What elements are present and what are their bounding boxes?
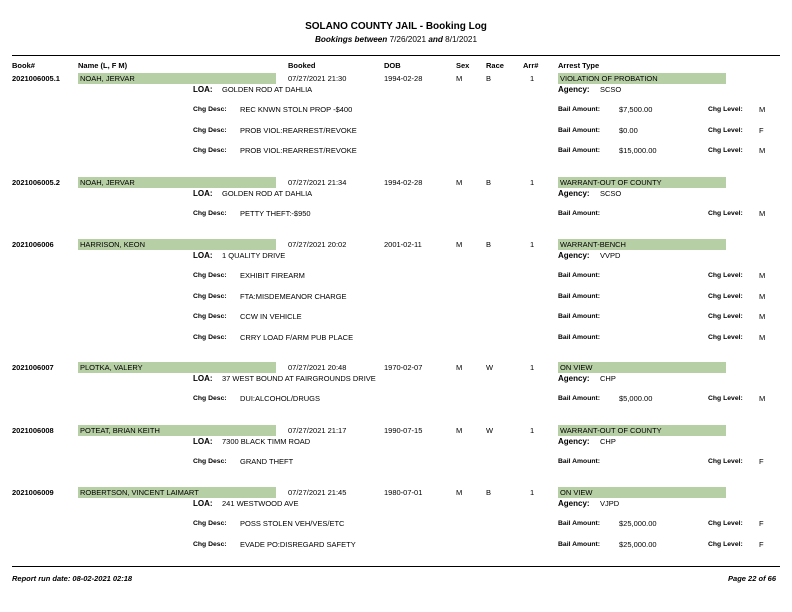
- dob: 1970-02-07: [384, 363, 423, 372]
- loa-value: 1 QUALITY DRIVE: [222, 251, 286, 260]
- chg-level-value: F: [759, 125, 764, 135]
- col-header-name: Name (L, F M): [78, 61, 128, 70]
- agency-label: Agency:: [558, 251, 590, 260]
- footer-divider: [12, 566, 780, 567]
- chg-desc-value: POSS STOLEN VEH/VES/ETC: [240, 519, 345, 528]
- date-from: 7/26/2021: [389, 35, 427, 44]
- dob: 1994-02-28: [384, 178, 423, 187]
- chg-desc-label: Chg Desc:: [193, 333, 227, 341]
- book-number: 2021006005.1: [12, 74, 60, 83]
- chg-desc-value: DUI:ALCOHOL/DRUGS: [240, 394, 321, 403]
- arrest-number: 1: [530, 488, 535, 497]
- arrest-number: 1: [530, 426, 535, 435]
- loa-value: 37 WEST BOUND AT FAIRGROUNDS DRIVE: [222, 374, 376, 383]
- bail-amount-value: $15,000.00: [619, 146, 657, 155]
- arrestee-name: HARRISON, KEON: [80, 240, 146, 249]
- bail-amount-label: Bail Amount:: [558, 272, 601, 279]
- race: W: [486, 363, 494, 372]
- chg-level-value: M: [759, 312, 766, 321]
- agency-label: Agency:: [558, 437, 590, 446]
- arrest-type: ON VIEW: [560, 488, 593, 497]
- agency-label: Agency:: [558, 499, 590, 508]
- arrest-type: ON VIEW: [560, 363, 593, 372]
- loa-label: LOA:: [193, 437, 213, 446]
- chg-desc-value: EXHIBIT FIREARM: [240, 271, 305, 280]
- bail-amount-label: Bail Amount:: [558, 147, 601, 154]
- agency-label: Agency:: [558, 189, 590, 198]
- booked-datetime: 07/27/2021 21:34: [288, 178, 347, 187]
- arrest-number: 1: [530, 74, 535, 83]
- chg-level-label: Chg Level:: [708, 540, 743, 548]
- chg-level-label: Chg Level:: [708, 106, 743, 113]
- booked-datetime: 07/27/2021 20:02: [288, 240, 347, 249]
- header-divider: [12, 55, 780, 56]
- chg-level-value: M: [759, 209, 766, 218]
- chg-level-label: Chg Level:: [708, 126, 743, 134]
- chg-desc-label: Chg Desc:: [193, 147, 227, 154]
- bail-amount-value: $0.00: [619, 125, 638, 135]
- booked-datetime: 07/27/2021 21:45: [288, 488, 347, 497]
- arrestee-name: PLOTKA, VALERY: [80, 363, 143, 372]
- chg-desc-value: CRRY LOAD F/ARM PUB PLACE: [240, 332, 354, 342]
- chg-desc-value: PETTY THEFT:-$950: [240, 209, 311, 218]
- agency-value: CHP: [600, 437, 616, 446]
- agency-value: CHP: [600, 374, 616, 383]
- chg-desc-label: Chg Desc:: [193, 106, 227, 113]
- chg-level-value: M: [759, 271, 766, 280]
- col-header-book: Book#: [12, 61, 35, 70]
- dob: 1990-07-15: [384, 426, 423, 435]
- chg-level-value: M: [759, 146, 766, 155]
- loa-value: 7300 BLACK TIMM ROAD: [222, 437, 311, 446]
- agency-value: SCSO: [600, 85, 622, 94]
- date-to: 8/1/2021: [445, 35, 478, 44]
- bail-amount-label: Bail Amount:: [558, 395, 601, 402]
- chg-desc-label: Chg Desc:: [193, 395, 227, 402]
- arrestee-name: NOAH, JERVAR: [80, 74, 135, 83]
- book-number: 2021006007: [12, 363, 54, 372]
- sex: M: [456, 363, 463, 372]
- bail-amount-label: Bail Amount:: [558, 106, 601, 113]
- bail-amount-label: Bail Amount:: [558, 540, 601, 548]
- chg-desc-label: Chg Desc:: [193, 292, 227, 300]
- chg-desc-value: EVADE PO:DISREGARD SAFETY: [240, 539, 356, 549]
- race: B: [486, 74, 492, 83]
- chg-level-value: F: [759, 519, 764, 528]
- sex: M: [456, 426, 463, 435]
- chg-level-value: M: [759, 291, 766, 301]
- col-header-booked: Booked: [288, 61, 316, 70]
- chg-desc-label: Chg Desc:: [193, 540, 227, 548]
- race: B: [486, 488, 492, 497]
- chg-level-label: Chg Level:: [708, 313, 743, 320]
- col-header-sex: Sex: [456, 61, 470, 70]
- chg-level-label: Chg Level:: [708, 333, 743, 341]
- chg-desc-label: Chg Desc:: [193, 313, 227, 320]
- book-number: 2021006005.2: [12, 178, 60, 187]
- sex: M: [456, 74, 463, 83]
- loa-label: LOA:: [193, 374, 213, 383]
- bail-amount-label: Bail Amount:: [558, 126, 601, 134]
- dob: 1980-07-01: [384, 488, 423, 497]
- arrestee-name: POTEAT, BRIAN KEITH: [80, 426, 160, 435]
- chg-desc-value: FTA:MISDEMEANOR CHARGE: [240, 291, 347, 301]
- chg-level-value: F: [759, 539, 764, 549]
- bail-amount-value: $7,500.00: [619, 105, 653, 114]
- loa-value: GOLDEN ROD AT DAHLIA: [222, 189, 313, 198]
- bail-amount-label: Bail Amount:: [558, 292, 601, 300]
- dob: 1994-02-28: [384, 74, 423, 83]
- chg-level-value: M: [759, 105, 766, 114]
- chg-desc-value: GRAND THEFT: [240, 457, 294, 466]
- chg-desc-label: Chg Desc:: [193, 210, 227, 217]
- chg-level-label: Chg Level:: [708, 292, 743, 300]
- agency-label: Agency:: [558, 85, 590, 94]
- agency-value: VVPD: [600, 251, 621, 260]
- bail-amount-value: $5,000.00: [619, 394, 653, 403]
- sex: M: [456, 488, 463, 497]
- chg-level-value: M: [759, 332, 766, 342]
- book-number: 2021006006: [12, 240, 54, 249]
- loa-label: LOA:: [193, 189, 213, 198]
- chg-level-label: Chg Level:: [708, 520, 743, 527]
- booked-datetime: 07/27/2021 20:48: [288, 363, 347, 372]
- bail-amount-value: $25,000.00: [619, 519, 657, 528]
- dob: 2001-02-11: [384, 240, 422, 249]
- bail-amount-value: $25,000.00: [619, 539, 657, 549]
- chg-level-label: Chg Level:: [708, 272, 743, 279]
- race: B: [486, 178, 492, 187]
- loa-label: LOA:: [193, 85, 213, 94]
- arrest-number: 1: [530, 240, 535, 249]
- chg-level-label: Chg Level:: [708, 210, 743, 217]
- chg-desc-label: Chg Desc:: [193, 458, 227, 465]
- report-title: SOLANO COUNTY JAIL - Booking Log: [305, 21, 487, 32]
- col-header-arr: Arr#: [523, 61, 539, 70]
- agency-label: Agency:: [558, 374, 590, 383]
- arrestee-name: NOAH, JERVAR: [80, 178, 135, 187]
- chg-desc-label: Chg Desc:: [193, 520, 227, 527]
- chg-level-value: M: [759, 394, 766, 403]
- col-header-race: Race: [486, 61, 504, 70]
- bail-amount-label: Bail Amount:: [558, 520, 601, 527]
- chg-desc-value: CCW IN VEHICLE: [240, 312, 302, 321]
- loa-label: LOA:: [193, 251, 213, 260]
- loa-value: 241 WESTWOOD AVE: [222, 499, 299, 508]
- chg-desc-label: Chg Desc:: [193, 272, 227, 279]
- arrest-type: WARRANT-OUT OF COUNTY: [560, 426, 662, 435]
- book-number: 2021006008: [12, 426, 54, 435]
- col-header-dob: DOB: [384, 61, 401, 70]
- arrest-type: WARRANT-BENCH: [560, 240, 626, 249]
- bail-amount-label: Bail Amount:: [558, 210, 601, 217]
- chg-level-label: Chg Level:: [708, 395, 743, 402]
- chg-level-label: Chg Level:: [708, 458, 743, 465]
- page-number: Page 22 of 66: [728, 574, 776, 583]
- bail-amount-label: Bail Amount:: [558, 458, 601, 465]
- arrest-number: 1: [530, 363, 535, 372]
- chg-desc-value: PROB VIOL:REARREST/REVOKE: [240, 146, 357, 155]
- book-number: 2021006009: [12, 488, 54, 497]
- subtitle-prefix: Bookings between: [314, 35, 388, 44]
- agency-value: VJPD: [600, 499, 620, 508]
- report-run-date: Report run date: 08-02-2021 02:18: [12, 574, 133, 583]
- chg-desc-label: Chg Desc:: [193, 126, 227, 134]
- subtitle-and: and: [428, 35, 443, 44]
- loa-value: GOLDEN ROD AT DAHLIA: [222, 85, 313, 94]
- sex: M: [456, 178, 463, 187]
- col-header-arrest-type: Arrest Type: [558, 61, 600, 70]
- booked-datetime: 07/27/2021 21:30: [288, 74, 347, 83]
- race: B: [486, 240, 492, 249]
- race: W: [486, 426, 494, 435]
- arrest-type: WARRANT-OUT OF COUNTY: [560, 178, 662, 187]
- bail-amount-label: Bail Amount:: [558, 333, 601, 341]
- agency-value: SCSO: [600, 189, 622, 198]
- arrestee-name: ROBERTSON, VINCENT LAIMART: [80, 488, 199, 497]
- arrest-number: 1: [530, 178, 535, 187]
- chg-desc-value: REC KNWN STOLN PROP -$400: [240, 105, 353, 114]
- booked-datetime: 07/27/2021 21:17: [288, 426, 347, 435]
- chg-desc-value: PROB VIOL:REARREST/REVOKE: [240, 125, 357, 135]
- chg-level-value: F: [759, 457, 764, 466]
- bail-amount-label: Bail Amount:: [558, 313, 601, 320]
- loa-label: LOA:: [193, 499, 213, 508]
- report-subtitle: [0, 35, 792, 44]
- arrest-type: VIOLATION OF PROBATION: [560, 74, 658, 83]
- sex: M: [456, 240, 463, 249]
- chg-level-label: Chg Level:: [708, 147, 743, 154]
